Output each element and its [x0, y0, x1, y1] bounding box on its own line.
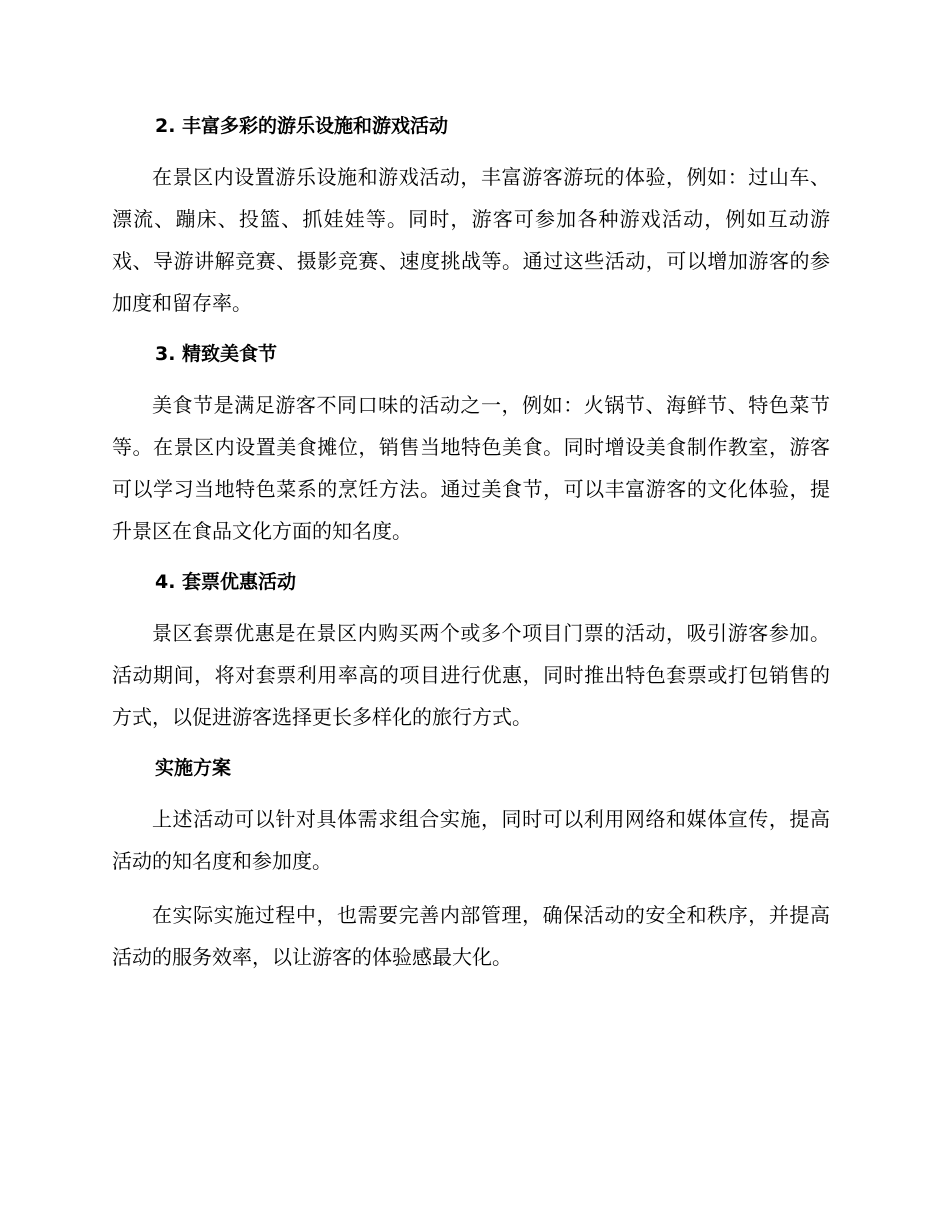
- section-heading: 实施方案: [155, 757, 232, 779]
- section-heading: 2. 丰富多彩的游乐设施和游戏活动: [155, 115, 449, 137]
- section-paragraph: 在实际实施过程中，也需要完善内部管理，确保活动的安全和秩序，并提高活动的服务效率，以让游客的体验感最大化。: [112, 903, 830, 969]
- section-paragraph: 美食节是满足游客不同口味的活动之一，例如：火锅节、海鲜节、特色菜节等。在景区内设置美食摊位，销售当地特色美食。同时增设美食制作教室，游客可以学习当地特色菜系的烹饪方法。通过美食节，可以丰富游客的文化体验，提升景区在食品文化方面的知名度。: [112, 393, 830, 543]
- section-heading: 3. 精致美食节: [155, 343, 278, 365]
- document-body: [112, 108, 830, 990]
- section-paragraph: 在景区内设置游乐设施和游戏活动，丰富游客游玩的体验，例如：过山车、漂流、蹦床、投篮、抓娃娃等。同时，游客可参加各种游戏活动，例如互动游戏、导游讲解竞赛、摄影竞赛、速度挑战等。通过这些活动，可以增加游客的参加度和留存率。: [112, 165, 830, 315]
- section-paragraph: 景区套票优惠是在景区内购买两个或多个项目门票的活动，吸引游客参加。活动期间，将对套票利用率高的项目进行优惠，同时推出特色套票或打包销售的方式，以促进游客选择更长多样化的旅行方式。: [112, 621, 830, 729]
- section-paragraph: 上述活动可以针对具体需求组合实施，同时可以利用网络和媒体宣传，提高活动的知名度和参加度。: [112, 807, 830, 873]
- section-heading: 4. 套票优惠活动: [155, 571, 297, 593]
